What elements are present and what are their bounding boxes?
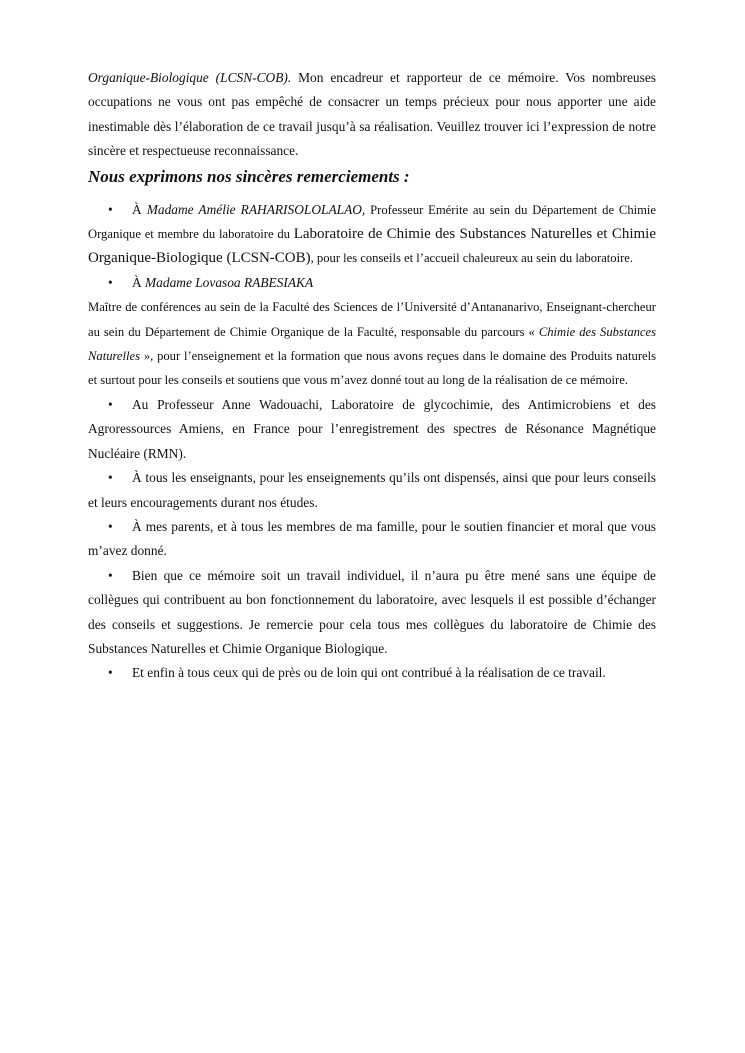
bullet-marker: • (108, 274, 113, 290)
section-heading: Nous exprimons nos sincères remerciements : (88, 166, 410, 186)
bullet-text: Professeur Emérite au sein du Département de Chimie Organique et membre du laboratoire du (88, 202, 656, 242)
bullet-prefix: À (132, 201, 147, 217)
bullet-item-4 (88, 466, 656, 515)
bullet-text: Maître de conférences au sein de la Faculté des Sciences de l’Université d’Antananarivo, Enseignant-chercheur au sein du Département de Chimie Organique de la Faculté, responsable du parcours « (88, 300, 656, 339)
person-name: Madame Amélie RAHARISOLOLALAO, (146, 201, 366, 217)
document-page (88, 66, 656, 686)
bullet-text: Au Professeur Anne Wadouachi, Laboratoire de glycochimie, des Antimicrobiens et des Agroressources Amiens, en France pour l’enregistrement des spectres de Résonance Magnétique Nucléaire (RMN). (88, 396, 656, 461)
bullet-marker: • (108, 470, 113, 486)
bullet-item-5 (88, 515, 656, 564)
bullet-marker: • (108, 201, 113, 217)
bullet-prefix: À (132, 274, 146, 290)
bullet-text-end: », pour l’enseignement et la formation que nous avons reçues dans le domaine des Produits naturels et surtout pour les conseils et soutiens que vous m’avez donné tout au long de la réalisation de ce mémoire. (88, 349, 656, 388)
intro-lab-name: Organique-Biologique (LCSN-COB). (88, 70, 292, 85)
intro-text: Mon encadreur et rapporteur de ce mémoire. Vos nombreuses occupations ne vous ont pas empêché de consacrer un temps précieux pour nous apporter une aide inestimable dès l’élaboration de ce travail jusqu’à sa réalisation. Veuillez trouver ici l’expression de notre sincère et respectueuse reconnaissance. (88, 70, 656, 159)
bullet-text: Et enfin à tous ceux qui de près ou de loin qui ont contribué à la réalisation de ce travail. (132, 665, 606, 681)
bullet-item-1 (88, 198, 656, 271)
bullet-item-3 (88, 393, 656, 466)
bullet-marker: • (108, 396, 113, 412)
bullet-item-6 (88, 564, 656, 662)
bullet-text: À tous les enseignants, pour les enseignements qu’ils ont dispensés, ainsi que pour leurs conseils et leurs encouragements durant nos études. (88, 470, 656, 510)
bullet-text: Bien que ce mémoire soit un travail individuel, il n’aura pu être mené sans une équipe de collègues qui contribuent au bon fonctionnement du laboratoire, avec lesquels il est possible d’échanger des conseils et suggestions. Je remercie pour cela tous mes collègues du laboratoire de Chimie des Substances Naturelles et Chimie Organique Biologique. (88, 567, 656, 656)
bullet-marker: • (108, 567, 113, 583)
parcours-name: Chimie des Substances Naturelles (88, 324, 656, 364)
bullet-marker: • (108, 518, 113, 534)
bullet-item-7 (88, 661, 656, 685)
bullet-item-2-body (88, 295, 656, 393)
bullet-item-2 (88, 271, 656, 295)
intro-paragraph (88, 66, 656, 164)
bullet-text: À mes parents, et à tous les membres de ma famille, pour le soutien financier et moral que vous m’avez donné. (88, 518, 656, 559)
lab-name: Laboratoire de Chimie des Substances Naturelles et Chimie Organique-Biologique (LCSN-COB) (88, 226, 656, 267)
person-name: Madame Lovasoa RABESIAKA (145, 274, 314, 290)
bullet-text-end: , pour les conseils et l’accueil chaleureux au sein du laboratoire. (310, 251, 634, 266)
bullet-marker: • (108, 665, 113, 681)
